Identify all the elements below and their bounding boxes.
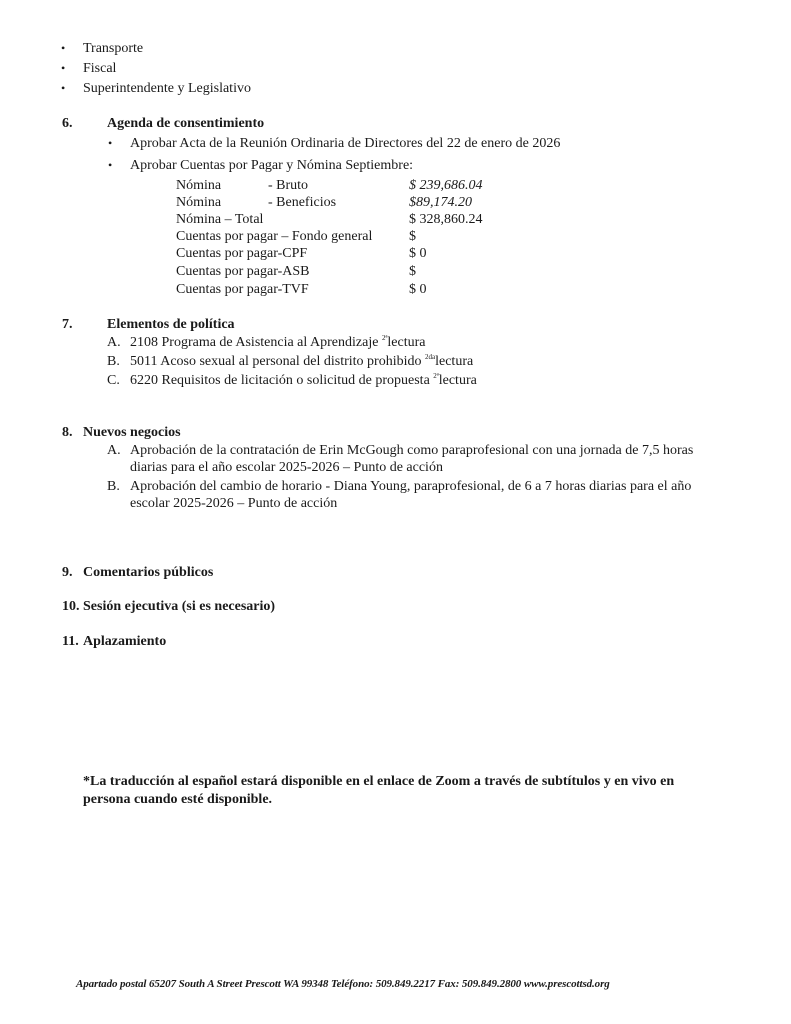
payroll-value: $ 239,686.04 <box>409 178 483 193</box>
policy-item <box>130 372 477 389</box>
payroll-value: $ 0 <box>409 246 427 261</box>
footer-address: Apartado postal 65207 South A Street Prescott WA 99348 Teléfono: 509.849.2217 Fax: 509.849.2800 www.prescottsd.org <box>76 978 610 990</box>
payroll-value: $89,174.20 <box>409 195 472 210</box>
list-letter: C. <box>107 373 120 388</box>
payroll-label: Cuentas por pagar-CPF <box>176 246 308 261</box>
policy-suffix: lectura <box>438 373 477 388</box>
payroll-value: $ 0 <box>409 282 427 297</box>
list-letter: B. <box>107 479 120 494</box>
section-title: Comentarios públicos <box>83 565 214 580</box>
payroll-sub: - Beneficios <box>268 195 337 210</box>
policy-sup: 2da <box>425 353 436 361</box>
business-item-line: escolar 2025-2026 – Punto de acción <box>130 496 338 511</box>
payroll-label: Cuentas por pagar-TVF <box>176 282 309 297</box>
section-number: 6. <box>62 116 73 131</box>
list-item: • Aprobar Acta de la Reunión Ordinaria de Directores del 22 de enero de 2026 <box>130 135 560 152</box>
policy-suffix: lectura <box>435 354 474 369</box>
policy-text: 6220 Requisitos de licitación o solicitud de propuesta <box>130 373 430 388</box>
payroll-label: Nómina <box>176 178 222 193</box>
policy-suffix: lectura <box>387 335 426 350</box>
payroll-sub: - Bruto <box>268 178 309 193</box>
list-letter: A. <box>107 335 121 350</box>
payroll-value: $ <box>409 229 416 244</box>
payroll-value: $ <box>409 264 416 279</box>
section-title: Sesión ejecutiva (si es necesario) <box>83 599 276 614</box>
policy-item <box>130 334 425 351</box>
policy-item <box>130 353 473 370</box>
payroll-label: Cuentas por pagar – Fondo general <box>176 229 373 244</box>
payroll-label: Cuentas por pagar-ASB <box>176 264 310 279</box>
section-title: Agenda de consentimiento <box>107 116 265 131</box>
policy-sup: 2ª <box>381 334 388 342</box>
section-title: Nuevos negocios <box>83 425 181 440</box>
list-item: • Superintendente y Legislativo <box>83 80 251 97</box>
section-number: 9. <box>62 565 73 580</box>
section-number: 7. <box>62 317 73 332</box>
translation-note-line: persona cuando esté disponible. <box>83 792 273 807</box>
list-item: • Aprobar Cuentas por Pagar y Nómina Septiembre: <box>130 157 413 174</box>
list-item: • Transporte <box>83 40 143 57</box>
payroll-label: Nómina <box>176 195 222 210</box>
list-letter: A. <box>107 443 121 458</box>
list-item: • Fiscal <box>83 60 116 77</box>
section-title: Aplazamiento <box>83 634 167 649</box>
business-item-line: Aprobación de la contratación de Erin McGough como paraprofesional con una jornada de 7,5 horas <box>130 443 694 458</box>
section-number: 11. <box>62 634 79 649</box>
list-letter: B. <box>107 354 120 369</box>
payroll-label: Nómina – Total <box>176 212 264 227</box>
translation-note-line: *La traducción al español estará disponible en el enlace de Zoom a través de subtítulos y en vivo en <box>83 774 675 789</box>
policy-sup: 2ª <box>433 372 439 380</box>
payroll-value: $ 328,860.24 <box>409 212 483 227</box>
policy-text: 5011 Acoso sexual al personal del distrito prohibido <box>130 354 422 369</box>
policy-text: 2108 Programa de Asistencia al Aprendizaje <box>130 335 379 350</box>
business-item-line: diarias para el año escolar 2025-2026 – Punto de acción <box>130 460 443 475</box>
section-title: Elementos de política <box>107 317 235 332</box>
business-item-line: Aprobación del cambio de horario - Diana Young, paraprofesional, de 6 a 7 horas diarias para el año <box>130 479 692 494</box>
section-number: 8. <box>62 425 73 440</box>
section-number: 10. <box>62 599 80 614</box>
